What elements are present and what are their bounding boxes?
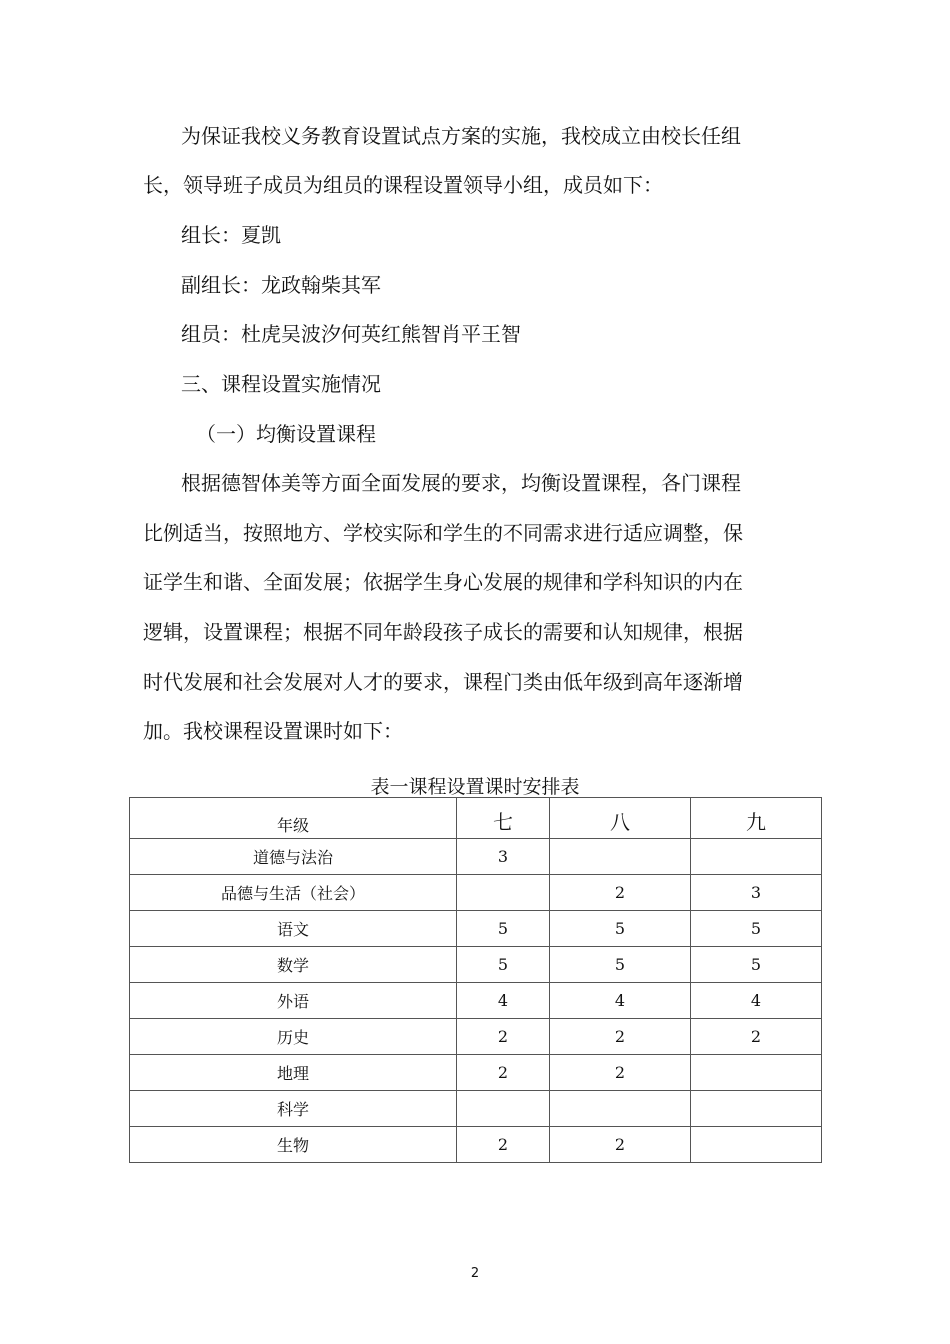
- subject-cell: 科学: [130, 1091, 457, 1127]
- hours-cell: [691, 1127, 822, 1163]
- table-row: [130, 875, 822, 911]
- paragraph-intro-line-1: 为保证我校义务教育设置试点方案的实施，我校成立由校长任组: [181, 124, 741, 148]
- hours-cell: [691, 1055, 822, 1091]
- table-row: [130, 1055, 822, 1091]
- paragraph-body-line-3: 证学生和谐、全面发展；依据学生身心发展的规律和学科知识的内在: [143, 570, 743, 594]
- header-grade-8: 八: [550, 798, 691, 839]
- course-hours-table: [129, 797, 822, 1163]
- hours-cell: 3: [691, 875, 822, 911]
- hours-cell: 5: [457, 911, 550, 947]
- hours-cell: [691, 1091, 822, 1127]
- subsection-heading-1: （一）均衡设置课程: [196, 422, 376, 446]
- subject-cell: 数学: [130, 947, 457, 983]
- hours-cell: [550, 1091, 691, 1127]
- hours-cell: 2: [550, 1127, 691, 1163]
- page-number: 2: [470, 1266, 480, 1281]
- header-grade-9: 九: [691, 798, 822, 839]
- subject-cell: 历史: [130, 1019, 457, 1055]
- paragraph-body-line-4: 逻辑，设置课程；根据不同年龄段孩子成长的需要和认知规律，根据: [143, 620, 743, 644]
- hours-cell: 2: [550, 1055, 691, 1091]
- table-row: [130, 911, 822, 947]
- hours-cell: 4: [550, 983, 691, 1019]
- hours-cell: [457, 1091, 550, 1127]
- hours-cell: 2: [457, 1055, 550, 1091]
- subject-cell: 生物: [130, 1127, 457, 1163]
- table-row: [130, 983, 822, 1019]
- table-caption: 表一课程设置课时安排表: [370, 776, 580, 798]
- paragraph-body-line-2: 比例适当，按照地方、学校实际和学生的不同需求进行适应调整，保: [143, 521, 743, 545]
- hours-cell: 2: [550, 1019, 691, 1055]
- hours-cell: [691, 839, 822, 875]
- group-members: 组员：杜虎吴波汐何英红熊智肖平王智: [181, 322, 521, 346]
- table-row: [130, 1127, 822, 1163]
- section-heading-3: 三、课程设置实施情况: [181, 372, 381, 396]
- hours-cell: 4: [457, 983, 550, 1019]
- subject-cell: 道德与法治: [130, 839, 457, 875]
- header-grade-7: 七: [457, 798, 550, 839]
- subject-cell: 语文: [130, 911, 457, 947]
- hours-cell: 5: [691, 947, 822, 983]
- subject-cell: 品德与生活（社会）: [130, 875, 457, 911]
- table-header-row: [130, 798, 822, 839]
- table-row: [130, 839, 822, 875]
- subject-cell: 地理: [130, 1055, 457, 1091]
- paragraph-body-line-6: 加。我校课程设置课时如下：: [143, 719, 403, 743]
- hours-cell: 5: [550, 911, 691, 947]
- group-leader: 组长：夏凯: [181, 223, 281, 247]
- hours-cell: 5: [550, 947, 691, 983]
- paragraph-body-line-5: 时代发展和社会发展对人才的要求，课程门类由低年级到高年逐渐增: [143, 670, 743, 694]
- hours-cell: 3: [457, 839, 550, 875]
- table-row: [130, 947, 822, 983]
- hours-cell: 2: [691, 1019, 822, 1055]
- hours-cell: 4: [691, 983, 822, 1019]
- hours-cell: [457, 875, 550, 911]
- hours-cell: 2: [457, 1019, 550, 1055]
- hours-cell: [550, 839, 691, 875]
- hours-cell: 2: [550, 875, 691, 911]
- table-row: [130, 1091, 822, 1127]
- paragraph-intro-line-2: 长，领导班子成员为组员的课程设置领导小组，成员如下：: [143, 173, 663, 197]
- table-row: [130, 1019, 822, 1055]
- paragraph-body-line-1: 根据德智体美等方面全面发展的要求，均衡设置课程，各门课程: [181, 471, 741, 495]
- header-grade-label: 年级: [130, 798, 457, 839]
- hours-cell: 5: [457, 947, 550, 983]
- subject-cell: 外语: [130, 983, 457, 1019]
- hours-cell: 2: [457, 1127, 550, 1163]
- group-vice-leader: 副组长：龙政翰柴其军: [181, 273, 381, 297]
- hours-cell: 5: [691, 911, 822, 947]
